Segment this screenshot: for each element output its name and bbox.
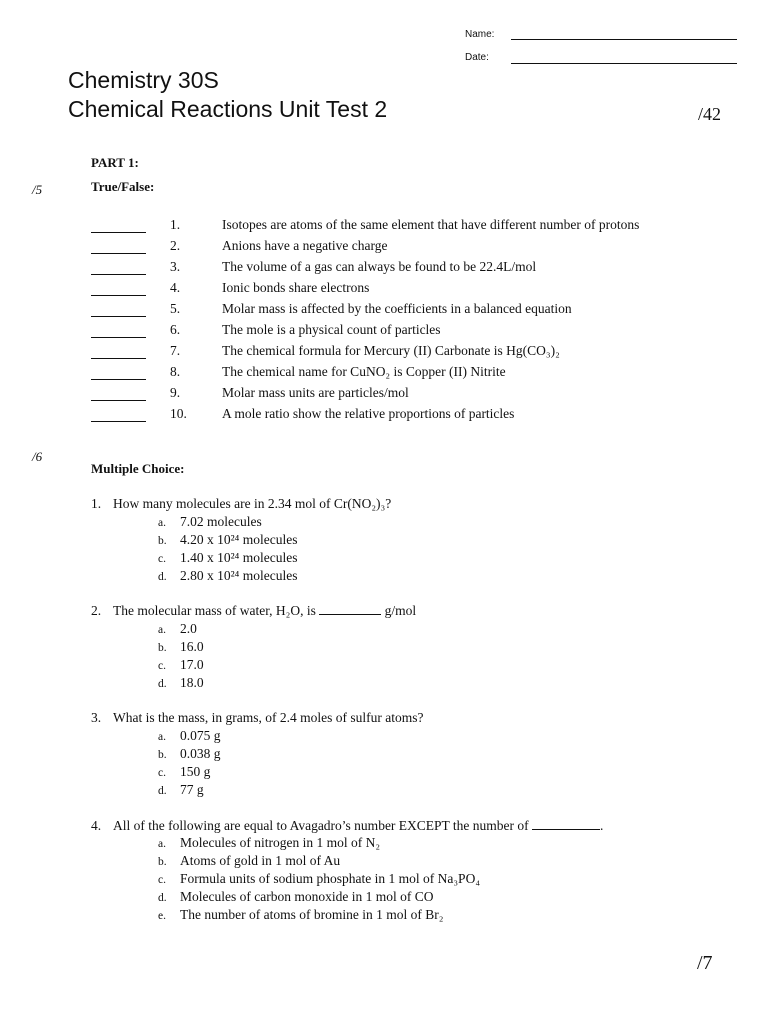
tf-item — [0, 301, 768, 322]
answer-blank[interactable] — [532, 818, 600, 830]
option-letter: b. — [158, 642, 167, 654]
option-letter: c. — [158, 660, 166, 672]
answer-blank[interactable] — [319, 603, 381, 615]
tf-item — [0, 280, 768, 301]
answer-blank[interactable] — [91, 295, 146, 296]
tf-statement: The chemical formula for Mercury (II) Carbonate is Hg(CO₃)₂ — [222, 343, 560, 358]
answer-blank[interactable] — [91, 274, 146, 275]
option-text: 77 g — [180, 782, 204, 797]
option-text: 2.80 x 10²⁴ molecules — [180, 568, 298, 583]
option-letter: d. — [158, 892, 167, 904]
question-text-after: g/mol — [384, 603, 417, 618]
option-letter: c. — [158, 553, 166, 565]
tf-number: 9. — [170, 385, 181, 400]
mc-option[interactable] — [158, 639, 204, 655]
mc-option[interactable] — [158, 568, 298, 584]
tf-statement: The chemical name for CuNO₂ is Copper (II) Nitrite — [222, 364, 506, 379]
test-title: Chemical Reactions Unit Test 2 — [68, 96, 388, 122]
total-score: /42 — [698, 104, 722, 124]
mc-option[interactable] — [158, 907, 443, 923]
mc-question-1 — [91, 496, 391, 512]
question-number: 4. — [91, 818, 102, 833]
tf-number: 10. — [170, 406, 187, 421]
mc-option[interactable] — [158, 853, 340, 869]
question-text: What is the mass, in grams, of 2.4 moles of sulfur atoms? — [113, 710, 424, 725]
tf-heading: True/False: — [91, 179, 155, 194]
mc-option[interactable] — [158, 514, 262, 530]
option-letter: e. — [158, 910, 166, 922]
option-text: 2.0 — [180, 621, 197, 636]
question-text: How many molecules are in 2.34 mol of Cr(NO₂)₃? — [113, 496, 392, 511]
date-field[interactable] — [511, 63, 737, 64]
option-text: 7.02 molecules — [180, 514, 262, 529]
question-text: All of the following are equal to Avagadro’s number EXCEPT the number of — [113, 818, 529, 833]
mc-option[interactable] — [158, 746, 221, 762]
mc-option[interactable] — [158, 835, 380, 851]
mc-option[interactable] — [158, 621, 197, 637]
option-letter: d. — [158, 678, 167, 690]
mc-option[interactable] — [158, 675, 204, 691]
date-label: Date: — [465, 52, 489, 63]
tf-statement: The mole is a physical count of particles — [222, 322, 441, 337]
tf-statement: The volume of a gas can always be found to be 22.4L/mol — [222, 259, 537, 274]
question-text-after: . — [600, 818, 604, 833]
mc-option[interactable] — [158, 657, 204, 673]
option-letter: d. — [158, 785, 167, 797]
question-number: 2. — [91, 603, 102, 618]
page-score: /7 — [697, 952, 713, 974]
option-text: 1.40 x 10²⁴ molecules — [180, 550, 298, 565]
option-letter: b. — [158, 535, 167, 547]
tf-item — [0, 406, 768, 427]
tf-statement: Molar mass units are particles/mol — [222, 385, 409, 400]
tf-number: 1. — [170, 217, 181, 232]
question-number: 3. — [91, 710, 102, 725]
tf-statement: A mole ratio show the relative proportions of particles — [222, 406, 515, 421]
answer-blank[interactable] — [91, 400, 146, 401]
mc-question-2 — [91, 603, 416, 619]
name-label: Name: — [465, 29, 495, 40]
mc-option[interactable] — [158, 764, 210, 780]
option-text: 16.0 — [180, 639, 204, 654]
option-letter: b. — [158, 749, 167, 761]
answer-blank[interactable] — [91, 253, 146, 254]
option-text: 150 g — [180, 764, 211, 779]
answer-blank[interactable] — [91, 232, 146, 233]
option-text: Formula units of sodium phosphate in 1 mol of Na₃PO₄ — [180, 871, 481, 886]
option-text: Molecules of carbon monoxide in 1 mol of CO — [180, 889, 434, 904]
mc-option[interactable] — [158, 550, 298, 566]
tf-statement: Anions have a negative charge — [222, 238, 388, 253]
tf-number: 7. — [170, 343, 181, 358]
question-number: 1. — [91, 496, 102, 511]
mc-option[interactable] — [158, 782, 204, 798]
answer-blank[interactable] — [91, 358, 146, 359]
option-text: Atoms of gold in 1 mol of Au — [180, 853, 341, 868]
tf-statement: Molar mass is affected by the coefficients in a balanced equation — [222, 301, 572, 316]
question-text: The molecular mass of water, H₂O, is — [113, 603, 316, 618]
option-letter: a. — [158, 624, 166, 636]
tf-item — [0, 364, 768, 385]
option-letter: d. — [158, 571, 167, 583]
mc-heading: Multiple Choice: — [91, 461, 185, 476]
option-text: Molecules of nitrogen in 1 mol of N₂ — [180, 835, 381, 850]
mc-score: /6 — [32, 449, 43, 464]
tf-item — [0, 385, 768, 406]
option-letter: a. — [158, 731, 166, 743]
option-text: 4.20 x 10²⁴ molecules — [180, 532, 298, 547]
mc-question-3 — [91, 710, 423, 726]
tf-item — [0, 259, 768, 280]
tf-number: 6. — [170, 322, 181, 337]
tf-number: 3. — [170, 259, 181, 274]
option-text: The number of atoms of bromine in 1 mol of Br₂ — [180, 907, 444, 922]
answer-blank[interactable] — [91, 316, 146, 317]
tf-number: 5. — [170, 301, 181, 316]
option-letter: a. — [158, 517, 166, 529]
answer-blank[interactable] — [91, 337, 146, 338]
mc-option[interactable] — [158, 532, 298, 548]
tf-number: 2. — [170, 238, 181, 253]
tf-score: /5 — [32, 182, 43, 197]
option-text: 17.0 — [180, 657, 204, 672]
option-letter: a. — [158, 838, 166, 850]
option-letter: c. — [158, 874, 166, 886]
mc-option[interactable] — [158, 871, 480, 887]
tf-item — [0, 343, 768, 364]
mc-option[interactable] — [158, 889, 433, 905]
part1-heading: PART 1: — [91, 155, 139, 170]
option-text: 18.0 — [180, 675, 204, 690]
tf-item — [0, 217, 768, 238]
mc-option[interactable] — [158, 728, 221, 744]
tf-item — [0, 238, 768, 259]
tf-item — [0, 322, 768, 343]
option-letter: c. — [158, 767, 166, 779]
answer-blank[interactable] — [91, 421, 146, 422]
tf-number: 4. — [170, 280, 181, 295]
name-field[interactable] — [511, 39, 737, 40]
tf-statement: Ionic bonds share electrons — [222, 280, 370, 295]
option-text: 0.038 g — [180, 746, 221, 761]
tf-number: 8. — [170, 364, 181, 379]
course-title: Chemistry 30S — [68, 67, 219, 93]
option-letter: b. — [158, 856, 167, 868]
option-text: 0.075 g — [180, 728, 221, 743]
answer-blank[interactable] — [91, 379, 146, 380]
mc-question-4 — [91, 818, 603, 834]
tf-statement: Isotopes are atoms of the same element that have different number of protons — [222, 217, 640, 232]
